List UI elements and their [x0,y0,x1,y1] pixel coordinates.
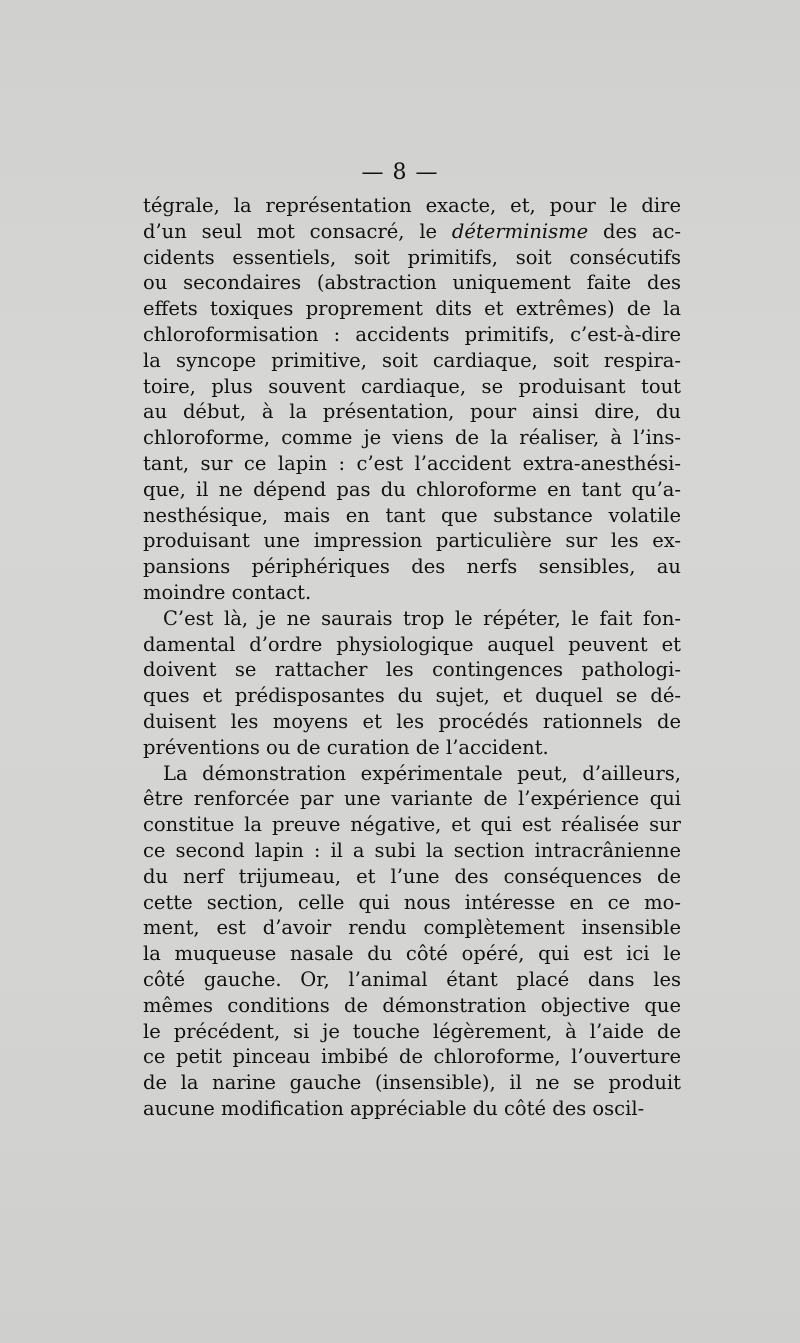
text-line: tégrale, la représentation exacte, et, pour le dire [143,194,681,217]
text-line: ou secondaires (abstraction uniquement faite des [143,271,681,295]
page-number: — 8 — [361,160,439,185]
text-line: ce petit pinceau imbibé de chloroforme, l’ouverture [143,1045,681,1069]
text-line: être renforcée par une variante de l’expérience qui [143,787,681,811]
text-line: damental d’ordre physiologique auquel peuvent et [143,632,681,656]
text-line: cidents essentiels, soit primitifs, soit consécutifs [143,245,681,269]
text-line: doivent se rattacher les contingences pathologi- [143,658,681,682]
text-line: au début, à la présentation, pour ainsi dire, du [143,400,681,424]
paragraph [143,761,681,1122]
paragraph [143,193,681,606]
text-line: mêmes conditions de démonstration objective que [143,993,681,1017]
text-line: ques et prédisposantes du sujet, et duquel se dé- [143,684,681,708]
text-line: effets toxiques proprement dits et extrêmes) de la [143,297,681,321]
text-line: produisant une impression particulière sur les ex- [143,529,681,553]
text-line: que, il ne dépend pas du chloroforme en tant qu’a- [143,477,681,501]
text-line: tant, sur ce lapin : c’est l’accident extra-anesthési- [143,451,681,475]
text-line: cette section, celle qui nous intéresse en ce mo- [143,890,681,914]
text-line: nesthésique, mais en tant que substance volatile [143,503,681,527]
text-line: côté gauche. Or, l’animal étant placé dans les [143,967,681,991]
body-text [143,193,681,1122]
paragraph [143,606,681,761]
text-line: toire, plus souvent cardiaque, se produisant tout [143,374,681,398]
text-run: d’un seul mot consacré, le [143,219,452,243]
text-line [143,219,681,245]
text-line: le précédent, si je touche légèrement, à l’aide de [143,1019,681,1043]
text-line: du nerf trijumeau, et l’une des conséquences de [143,864,681,888]
text-line: de la narine gauche (insensible), il ne se produit [143,1071,681,1095]
text-line: préventions ou de curation de l’accident. [143,735,549,759]
text-run: des ac- [588,219,682,243]
text-line: ce second lapin : il a subi la section intracrânienne [143,838,681,862]
text-line: chloroformisation : accidents primitifs, c’est-à-dire [143,322,681,346]
text-line: pansions périphériques des nerfs sensibles, au [143,555,681,579]
text-line: C’est là, je ne saurais trop le répéter, le fait fon- [163,606,681,630]
text-line: aucune modification appréciable du côté des oscil- [143,1096,645,1120]
text-line: constitue la preuve négative, et qui est réalisée sur [143,813,681,837]
text-line: La démonstration expérimentale peut, d’ailleurs, [163,761,681,785]
text-line: la muqueuse nasale du côté opéré, qui est ici le [143,942,681,966]
text-line: duisent les moyens et les procédés rationnels de [143,709,681,733]
text-line: ment, est d’avoir rendu complètement insensible [143,916,681,940]
text-line: chloroforme, comme je viens de la réaliser, à l’ins- [143,426,681,450]
text-line: la syncope primitive, soit cardiaque, soit respira- [143,348,681,372]
text-line: moindre contact. [143,580,312,604]
emphasized-term: déterminisme [451,219,589,243]
